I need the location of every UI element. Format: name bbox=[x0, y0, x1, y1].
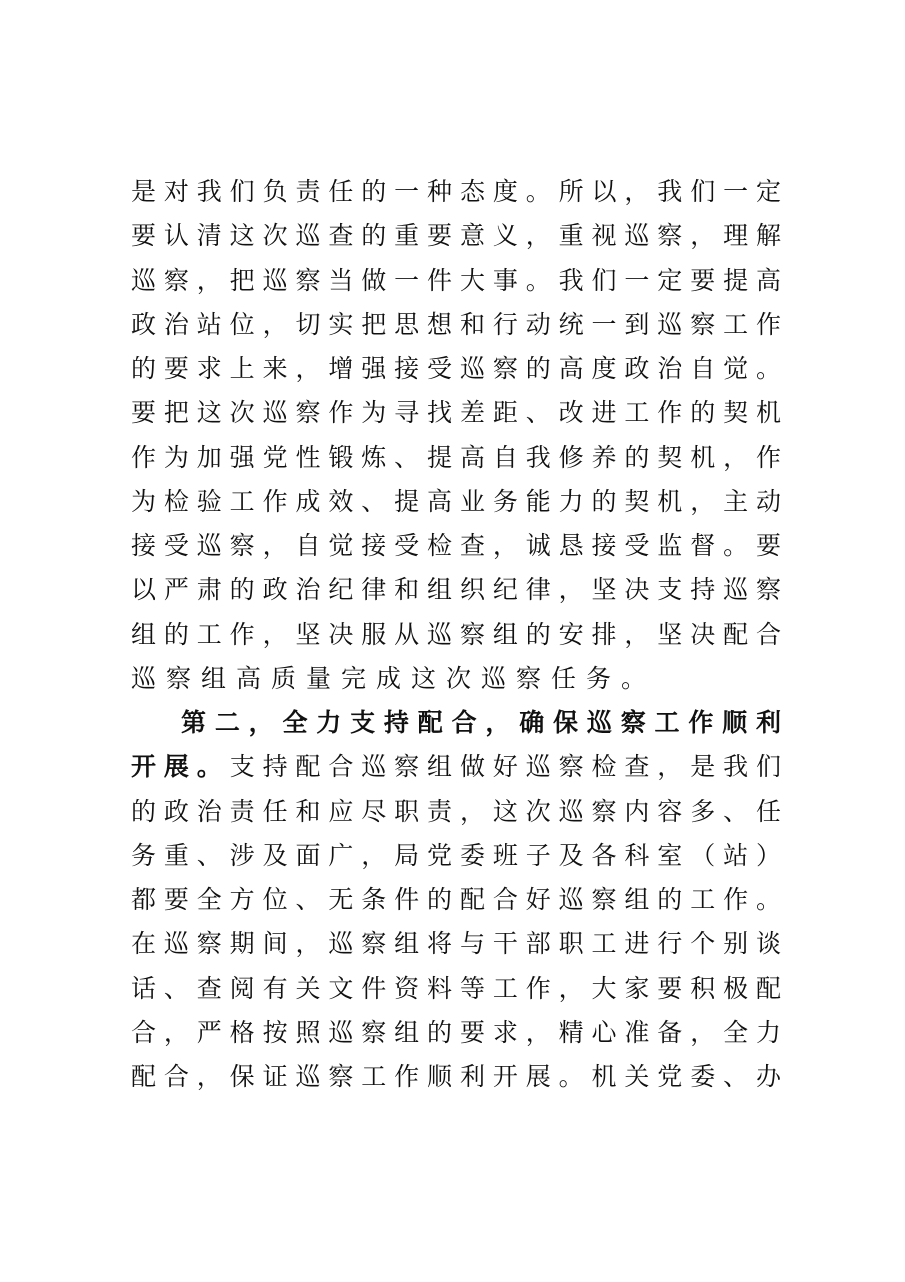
section-heading-end: 开展。 bbox=[131, 752, 230, 782]
text-line: 接受巡察，自觉接受检查，诚恳接受监督。要 bbox=[131, 531, 781, 560]
text-line: 以严肃的政治纪律和组织纪律，坚决支持巡察 bbox=[131, 575, 781, 605]
text-line: 的要求上来，增强接受巡察的高度政治自觉。 bbox=[131, 354, 781, 383]
text-line: 是对我们负责任的一种态度。所以，我们一定 bbox=[131, 177, 781, 206]
text-line: 为检验工作成效、提高业务能力的契机，主动 bbox=[131, 486, 781, 516]
text-line: 巡察，把巡察当做一件大事。我们一定要提高 bbox=[131, 265, 781, 295]
text-line: 组的工作，坚决服从巡察组的安排，坚决配合 bbox=[131, 619, 781, 649]
text-line: 巡察组高质量完成这次巡察任务。 bbox=[131, 663, 657, 693]
text-line: 的政治责任和应尽职责，这次巡察内容多、任 bbox=[131, 796, 781, 826]
text-line: 配合，保证巡察工作顺利开展。机关党委、办 bbox=[131, 1062, 781, 1091]
section-heading bbox=[131, 701, 781, 745]
text-line: 政治站位，切实把思想和行动统一到巡察工作 bbox=[131, 309, 781, 339]
text-line: 务重、涉及面广，局党委班子及各科室（站） bbox=[131, 840, 781, 870]
section-heading-text: 第二，全力支持配合，确保巡察工作顺利 bbox=[181, 708, 781, 737]
text-line: 合，严格按照巡察组的要求，精心准备，全力 bbox=[131, 1017, 781, 1047]
body-text bbox=[131, 170, 781, 1099]
text-line: 话、查阅有关文件资料等工作，大家要积极配 bbox=[131, 973, 781, 1003]
text-line: 都要全方位、无条件的配合好巡察组的工作。 bbox=[131, 885, 781, 914]
text-line: 作为加强党性锻炼、提高自我修养的契机，作 bbox=[131, 442, 781, 472]
text-line: 要把这次巡察作为寻找差距、改进工作的契机 bbox=[131, 398, 781, 428]
text-line: 要认清这次巡查的重要意义，重视巡察，理解 bbox=[131, 221, 781, 251]
text-line: 在巡察期间，巡察组将与干部职工进行个别谈 bbox=[131, 929, 781, 959]
text-line bbox=[131, 745, 781, 789]
text-line-rest: 支持配合巡察组做好巡察检查，是我们 bbox=[229, 752, 781, 782]
